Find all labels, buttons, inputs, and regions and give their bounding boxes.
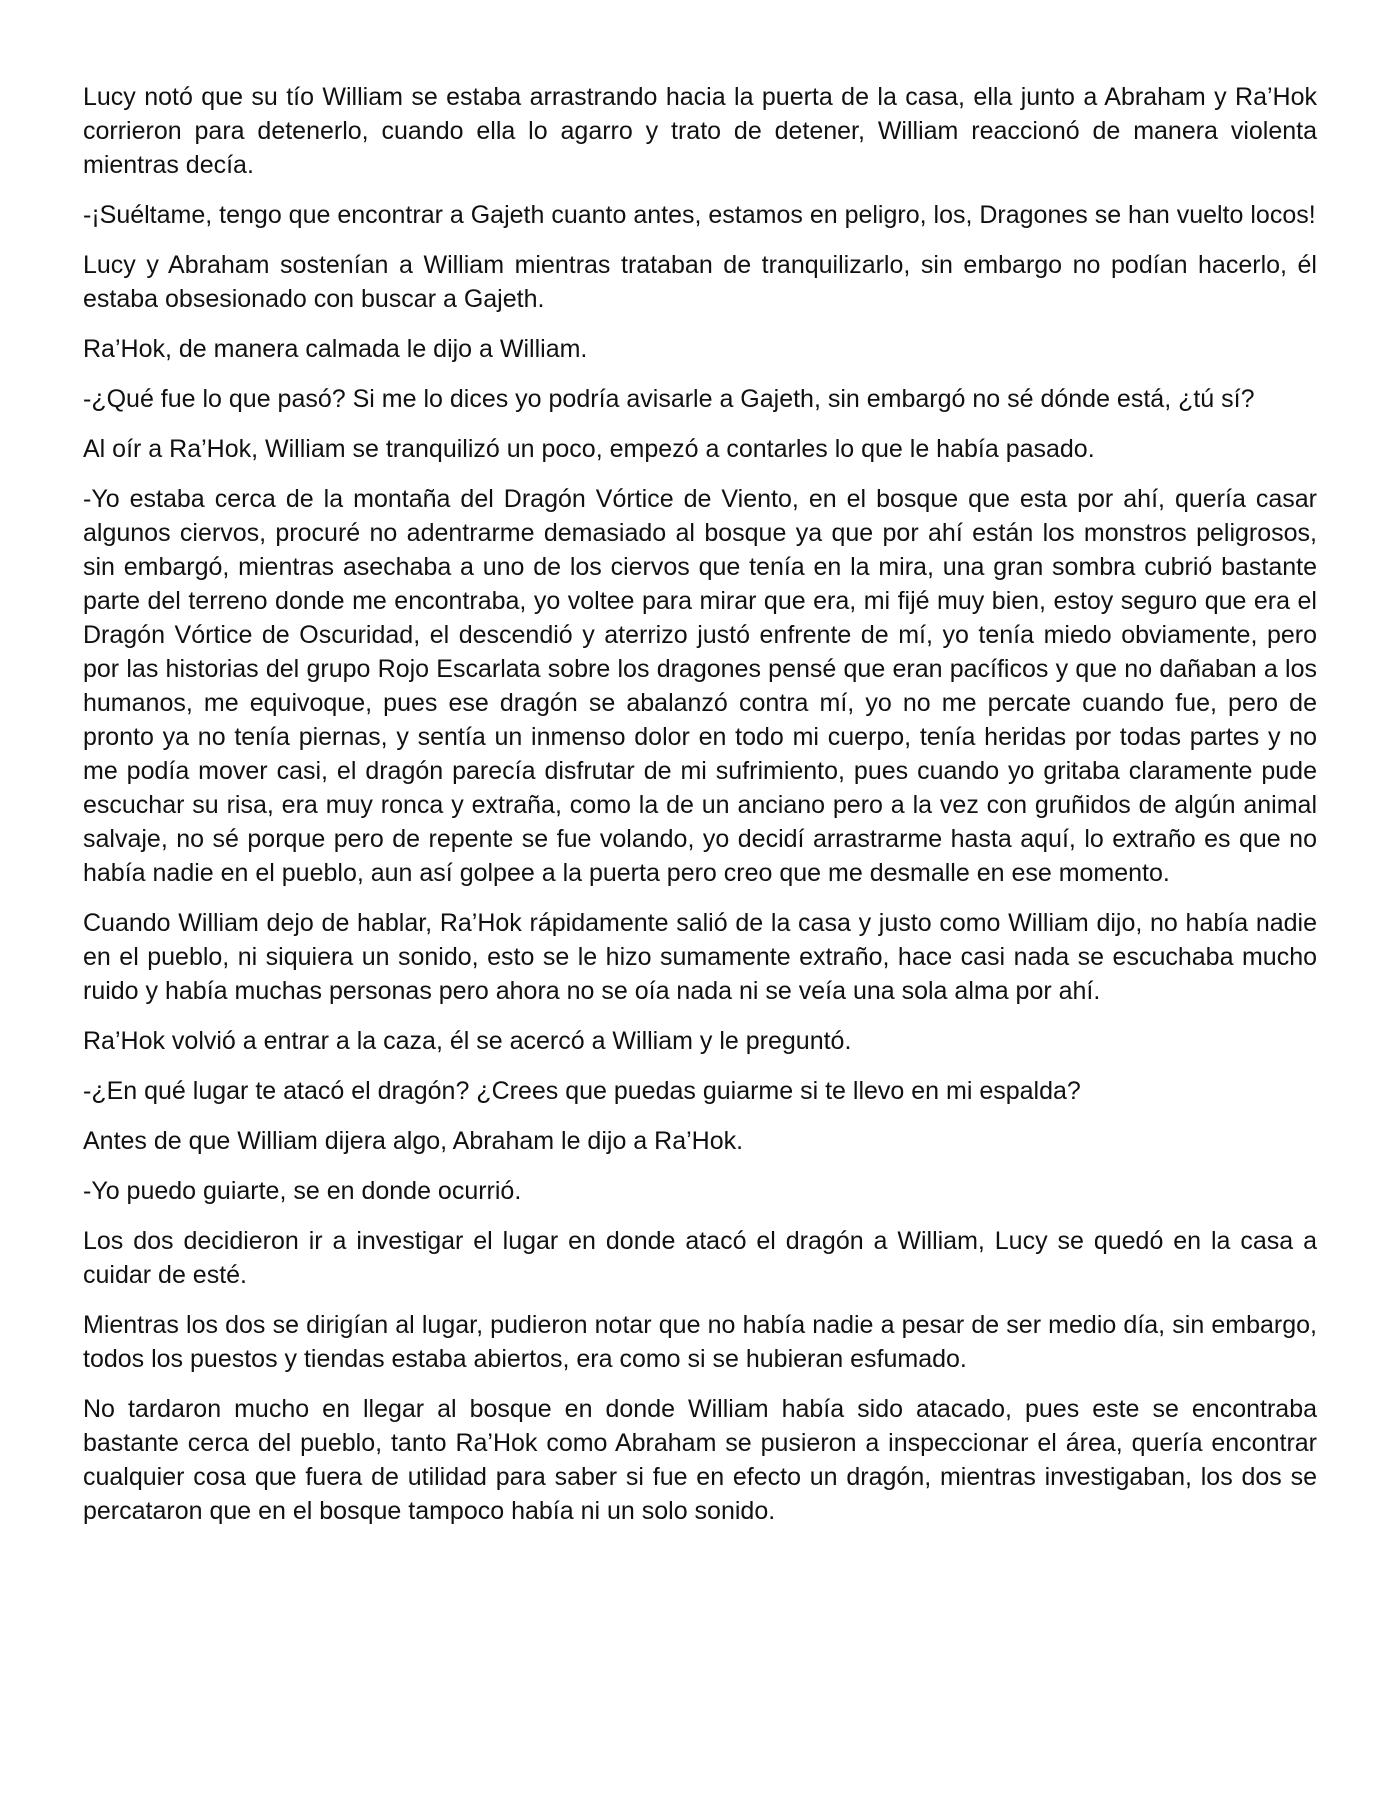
paragraph-15: No tardaron mucho en llegar al bosque en donde William había sido atacado, pues este se encontraba bastante cerca del pueblo, tanto Ra’Hok como Abraham se pusieron a inspeccionar el área, quería encontrar cualquier cosa que fuera de utilidad para saber si fue en efecto un dragón, mientras investigaban, los dos se percataron que en el bosque tampoco había ni un solo sonido. [83, 1395, 1317, 1525]
paragraph-9: Ra’Hok volvió a entrar a la caza, él se acercó a William y le preguntó. [83, 1027, 852, 1055]
paragraph-4: Ra’Hok, de manera calmada le dijo a William. [83, 335, 588, 363]
paragraph-11: Antes de que William dijera algo, Abraham le dijo a Ra’Hok. [83, 1127, 744, 1155]
paragraph-13: Los dos decidieron ir a investigar el lugar en donde atacó el dragón a William, Lucy se quedó en la casa a cuidar de esté. [83, 1227, 1317, 1289]
paragraph-1: Lucy notó que su tío William se estaba arrastrando hacia la puerta de la casa, ella junto a Abraham y Ra’Hok corrieron para detenerlo, cuando ella lo agarro y trato de detener, William reaccionó de manera violenta mientras decía. [83, 83, 1317, 179]
paragraph-3: Lucy y Abraham sostenían a William mientras trataban de tranquilizarlo, sin embargo no podían hacerlo, él estaba obsesionado con buscar a Gajeth. [83, 251, 1317, 313]
paragraph-12: -Yo puedo guiarte, se en donde ocurrió. [83, 1177, 522, 1205]
paragraph-6: Al oír a Ra’Hok, William se tranquilizó un poco, empezó a contarles lo que le había pasado. [83, 435, 1095, 463]
paragraph-8: Cuando William dejo de hablar, Ra’Hok rápidamente salió de la casa y justo como William dijo, no había nadie en el pueblo, ni siquiera un sonido, esto se le hizo sumamente extraño, hace casi nada se escuchaba mucho ruido y había muchas personas pero ahora no se oía nada ni se veía una sola alma por ahí. [83, 909, 1317, 1005]
paragraph-10: -¿En qué lugar te atacó el dragón? ¿Crees que puedas guiarme si te llevo en mi espalda? [83, 1077, 1081, 1105]
paragraph-7: -Yo estaba cerca de la montaña del Dragón Vórtice de Viento, en el bosque que esta por ahí, quería casar algunos ciervos, procuré no adentrarme demasiado al bosque ya que por ahí están los monstros peligrosos, sin embargó, mientras asechaba a uno de los ciervos que tenía en la mira, una gran sombra cubrió bastante parte del terreno donde me encontraba, yo voltee para mirar que era, mi fijé muy bien, estoy seguro que era el Dragón Vórtice de Oscuridad, el descendió y aterrizo justó enfrente de mí, yo tenía miedo obviamente, pero por las historias del grupo Rojo Escarlata sobre los dragones pensé que eran pacíficos y que no dañaban a los humanos, me equivoque, pues ese dragón se abalanzó contra mí, yo no me percate cuando fue, pero de pronto ya no tenía piernas, y sentía un inmenso dolor en todo mi cuerpo, tenía heridas por todas partes y no me podía mover casi, el dragón parecía disfrutar de mi sufrimiento, pues cuando yo gritaba claramente pude escuchar su risa, era muy ronca y extraña, como la de un anciano pero a la vez con gruñidos de algún animal salvaje, no sé porque pero de repente se fue volando, yo decidí arrastrarme hasta aquí, lo extraño es que no había nadie en el pueblo, aun así golpee a la puerta pero creo que me desmalle en ese momento. [83, 485, 1317, 887]
paragraph-5: -¿Qué fue lo que pasó? Si me lo dices yo podría avisarle a Gajeth, sin embargó no sé dónde está, ¿tú sí? [83, 385, 1255, 413]
paragraph-2: -¡Suéltame, tengo que encontrar a Gajeth cuanto antes, estamos en peligro, los, Dragones se han vuelto locos! [83, 201, 1316, 229]
paragraph-14: Mientras los dos se dirigían al lugar, pudieron notar que no había nadie a pesar de ser medio día, sin embargo, todos los puestos y tiendas estaba abiertos, era como si se hubieran esfumado. [83, 1311, 1317, 1373]
document-page [83, 80, 1317, 1544]
